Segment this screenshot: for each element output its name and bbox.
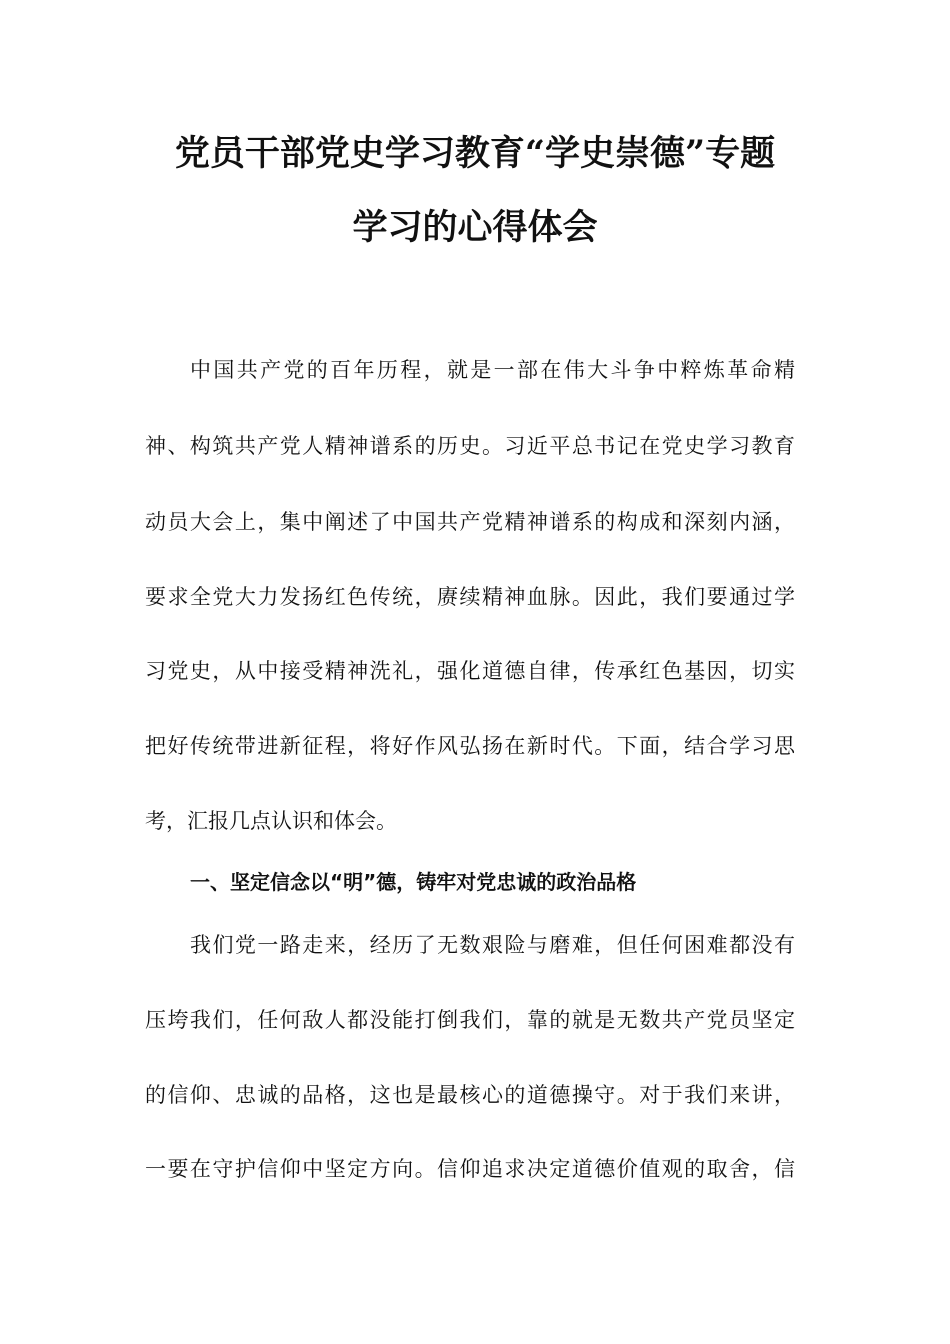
paragraph-line: 考，汇报几点认识和体会。 <box>145 809 397 833</box>
document-title-line-2: 学习的心得体会 <box>352 207 598 248</box>
paragraph-line: 习党史，从中接受精神洗礼，强化道德自律，传承红色基因，切实 <box>145 659 795 683</box>
paragraph-line: 我们党一路走来，经历了无数艰险与磨难，但任何困难都没有 <box>190 933 795 957</box>
paragraph-line: 压垮我们，任何敌人都没能打倒我们，靠的就是无数共产党员坚定 <box>145 1008 795 1032</box>
document-title-line-1: 党员干部党史学习教育“学史崇德”专题 <box>174 133 776 174</box>
paragraph-line: 把好传统带进新征程，将好作风弘扬在新时代。下面，结合学习思 <box>145 734 795 758</box>
paragraph-line: 的信仰、忠诚的品格，这也是最核心的道德操守。对于我们来讲， <box>145 1083 795 1107</box>
paragraph-line: 要求全党大力发扬红色传统，赓续精神血脉。因此，我们要通过学 <box>145 585 795 609</box>
paragraph-line: 神、构筑共产党人精神谱系的历史。习近平总书记在党史学习教育 <box>145 434 795 458</box>
section-heading: 一、坚定信念以“明”德，铸牢对党忠诚的政治品格 <box>190 870 637 894</box>
paragraph-line: 一要在守护信仰中坚定方向。信仰追求决定道德价值观的取舍，信 <box>145 1157 795 1181</box>
paragraph-line: 中国共产党的百年历程，就是一部在伟大斗争中粹炼革命精 <box>190 358 795 382</box>
paragraph-line: 动员大会上，集中阐述了中国共产党精神谱系的构成和深刻内涵， <box>145 510 795 534</box>
